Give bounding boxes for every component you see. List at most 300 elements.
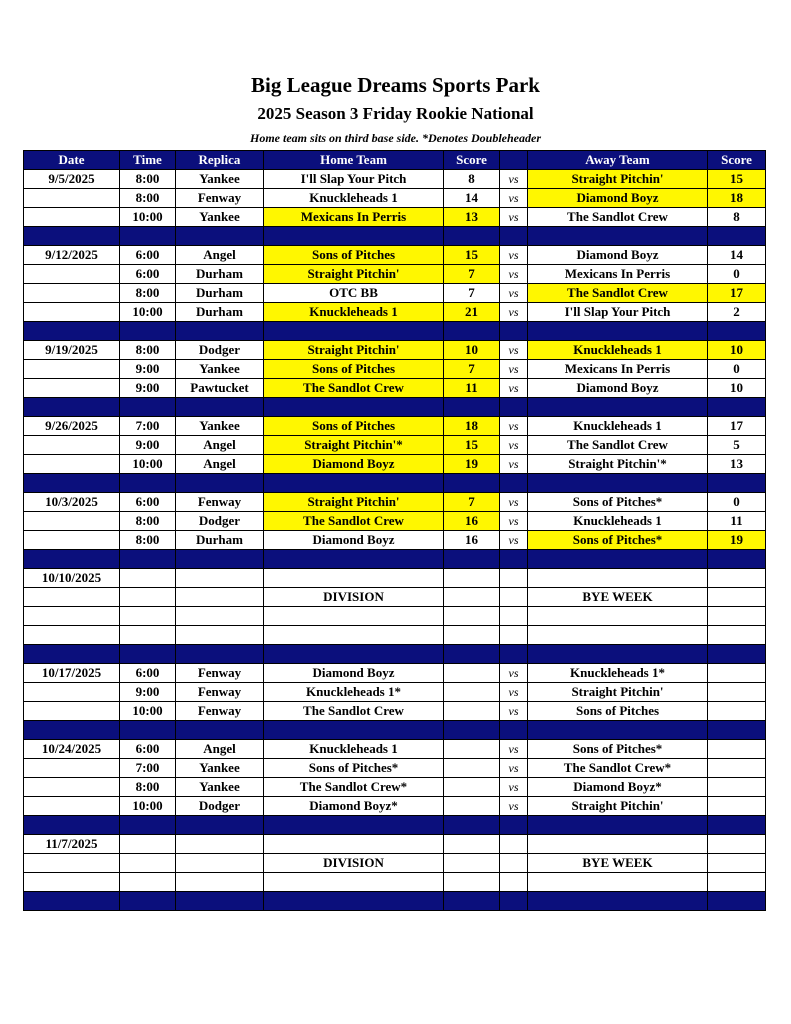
field-cell: Yankee [176, 778, 264, 797]
field-cell [176, 569, 264, 588]
separator-cell [120, 474, 176, 493]
table-row [24, 170, 766, 189]
away-team-cell: Diamond Boyz [528, 246, 708, 265]
home-team-cell: Knuckleheads 1* [264, 683, 444, 702]
separator-cell [444, 816, 500, 835]
table-header-row [24, 151, 766, 170]
time-cell: 8:00 [120, 284, 176, 303]
separator-cell [708, 816, 766, 835]
date-cell: 11/7/2025 [24, 835, 120, 854]
home-score-cell [444, 759, 500, 778]
field-cell: Angel [176, 455, 264, 474]
time-cell: 8:00 [120, 189, 176, 208]
away-team-cell: The Sandlot Crew* [528, 759, 708, 778]
separator-cell [120, 626, 176, 645]
vs-cell: vs [500, 797, 528, 816]
separator-cell [264, 645, 444, 664]
separator-cell [500, 227, 528, 246]
table-row [24, 493, 766, 512]
field-cell: Durham [176, 265, 264, 284]
table-row [24, 683, 766, 702]
separator-cell [708, 227, 766, 246]
week-separator-row [24, 474, 766, 493]
time-cell: 9:00 [120, 436, 176, 455]
field-cell: Yankee [176, 208, 264, 227]
away-score-cell [708, 664, 766, 683]
away-team-cell: The Sandlot Crew [528, 208, 708, 227]
separator-cell [24, 721, 120, 740]
separator-cell [176, 645, 264, 664]
table-row [24, 873, 766, 892]
vs-cell: vs [500, 778, 528, 797]
away-team-cell: Sons of Pitches* [528, 493, 708, 512]
date-cell [24, 512, 120, 531]
separator-cell [120, 550, 176, 569]
schedule-table [23, 150, 766, 911]
separator-cell [528, 721, 708, 740]
away-team-cell: Mexicans In Perris [528, 360, 708, 379]
field-cell: Yankee [176, 360, 264, 379]
date-cell: 10/24/2025 [24, 740, 120, 759]
home-team-cell: Sons of Pitches* [264, 759, 444, 778]
away-team-cell [528, 569, 708, 588]
home-score-cell: 19 [444, 455, 500, 474]
time-cell: 8:00 [120, 170, 176, 189]
home-team-cell: Sons of Pitches [264, 246, 444, 265]
field-cell: Dodger [176, 341, 264, 360]
home-team-cell: Straight Pitchin' [264, 265, 444, 284]
date-cell [24, 436, 120, 455]
home-team-cell: The Sandlot Crew [264, 702, 444, 721]
away-score-cell [708, 797, 766, 816]
table-row [24, 284, 766, 303]
separator-cell [176, 816, 264, 835]
field-cell: Fenway [176, 189, 264, 208]
separator-cell [528, 322, 708, 341]
separator-cell [264, 626, 444, 645]
home-team-cell: Straight Pitchin' [264, 493, 444, 512]
time-cell [120, 588, 176, 607]
separator-cell [264, 892, 444, 911]
date-cell [24, 284, 120, 303]
separator-cell [176, 474, 264, 493]
table-row [24, 303, 766, 322]
away-team-cell: BYE WEEK [528, 588, 708, 607]
away-score-cell [708, 683, 766, 702]
week-separator-row [24, 721, 766, 740]
home-score-cell: 16 [444, 531, 500, 550]
separator-cell [24, 474, 120, 493]
away-team-cell: Straight Pitchin' [528, 170, 708, 189]
table-row [24, 531, 766, 550]
separator-cell [528, 816, 708, 835]
home-score-cell [444, 835, 500, 854]
date-cell [24, 360, 120, 379]
separator-cell [708, 721, 766, 740]
away-score-cell: 14 [708, 246, 766, 265]
field-cell: Pawtucket [176, 379, 264, 398]
separator-cell [444, 322, 500, 341]
separator-cell [500, 816, 528, 835]
time-cell [120, 854, 176, 873]
separator-cell [176, 721, 264, 740]
vs-cell: vs [500, 740, 528, 759]
separator-cell [264, 721, 444, 740]
separator-cell [500, 474, 528, 493]
vs-cell: vs [500, 417, 528, 436]
week-separator-row [24, 227, 766, 246]
separator-cell [528, 645, 708, 664]
separator-cell [444, 645, 500, 664]
away-score-cell: 13 [708, 455, 766, 474]
separator-cell [176, 892, 264, 911]
away-score-cell: 11 [708, 512, 766, 531]
away-score-cell: 17 [708, 284, 766, 303]
away-score-cell [708, 759, 766, 778]
separator-cell [264, 398, 444, 417]
table-row [24, 265, 766, 284]
separator-cell [528, 892, 708, 911]
date-cell [24, 683, 120, 702]
separator-cell [24, 550, 120, 569]
home-score-cell [444, 683, 500, 702]
vs-cell: vs [500, 170, 528, 189]
date-cell [24, 702, 120, 721]
col-header-replica: Replica [176, 151, 264, 170]
table-row [24, 360, 766, 379]
time-cell: 8:00 [120, 778, 176, 797]
away-team-cell: Diamond Boyz* [528, 778, 708, 797]
away-team-cell: Sons of Pitches* [528, 740, 708, 759]
home-score-cell [444, 569, 500, 588]
table-row [24, 740, 766, 759]
separator-cell [264, 322, 444, 341]
table-row [24, 455, 766, 474]
separator-cell [708, 322, 766, 341]
table-row [24, 607, 766, 626]
away-score-cell: 10 [708, 341, 766, 360]
date-cell [24, 607, 120, 626]
week-separator-row [24, 892, 766, 911]
vs-cell: vs [500, 265, 528, 284]
home-score-cell: 7 [444, 493, 500, 512]
week-separator-row [24, 322, 766, 341]
time-cell: 9:00 [120, 379, 176, 398]
separator-cell [444, 398, 500, 417]
time-cell: 6:00 [120, 246, 176, 265]
field-cell: Durham [176, 531, 264, 550]
separator-cell [708, 626, 766, 645]
separator-cell [444, 626, 500, 645]
week-separator-row [24, 626, 766, 645]
date-cell [24, 208, 120, 227]
time-cell: 6:00 [120, 493, 176, 512]
separator-cell [176, 322, 264, 341]
home-score-cell [444, 740, 500, 759]
table-row [24, 436, 766, 455]
home-team-cell: Sons of Pitches [264, 360, 444, 379]
field-cell: Yankee [176, 759, 264, 778]
away-team-cell: Sons of Pitches* [528, 531, 708, 550]
date-cell [24, 455, 120, 474]
field-cell: Fenway [176, 493, 264, 512]
away-score-cell [708, 702, 766, 721]
time-cell [120, 569, 176, 588]
separator-cell [264, 227, 444, 246]
time-cell: 7:00 [120, 417, 176, 436]
time-cell: 6:00 [120, 265, 176, 284]
separator-cell [120, 645, 176, 664]
separator-cell [24, 645, 120, 664]
field-cell: Durham [176, 284, 264, 303]
date-cell: 10/10/2025 [24, 569, 120, 588]
away-score-cell: 19 [708, 531, 766, 550]
home-team-cell: The Sandlot Crew [264, 512, 444, 531]
time-cell: 9:00 [120, 683, 176, 702]
date-cell [24, 778, 120, 797]
vs-cell [500, 569, 528, 588]
date-cell [24, 265, 120, 284]
away-team-cell: BYE WEEK [528, 854, 708, 873]
home-team-cell: Knuckleheads 1 [264, 189, 444, 208]
home-team-cell: Diamond Boyz [264, 455, 444, 474]
time-cell [120, 607, 176, 626]
col-header-away-team: Away Team [528, 151, 708, 170]
table-row [24, 664, 766, 683]
vs-cell: vs [500, 702, 528, 721]
away-score-cell: 8 [708, 208, 766, 227]
separator-cell [176, 626, 264, 645]
date-cell: 9/19/2025 [24, 341, 120, 360]
time-cell: 7:00 [120, 759, 176, 778]
field-cell: Yankee [176, 417, 264, 436]
col-header-date: Date [24, 151, 120, 170]
home-team-cell: The Sandlot Crew [264, 379, 444, 398]
vs-cell: vs [500, 208, 528, 227]
col-header-home-score: Score [444, 151, 500, 170]
date-cell [24, 303, 120, 322]
table-row [24, 588, 766, 607]
date-cell [24, 873, 120, 892]
table-row [24, 189, 766, 208]
away-team-cell: I'll Slap Your Pitch [528, 303, 708, 322]
separator-cell [500, 892, 528, 911]
home-score-cell [444, 607, 500, 626]
away-score-cell [708, 873, 766, 892]
home-team-cell: Diamond Boyz* [264, 797, 444, 816]
table-row [24, 854, 766, 873]
separator-cell [24, 892, 120, 911]
field-cell: Yankee [176, 170, 264, 189]
vs-cell [500, 607, 528, 626]
page-title: Big League Dreams Sports Park [251, 73, 540, 97]
date-cell: 9/5/2025 [24, 170, 120, 189]
away-team-cell [528, 835, 708, 854]
time-cell: 9:00 [120, 360, 176, 379]
field-cell: Angel [176, 246, 264, 265]
separator-cell [444, 892, 500, 911]
schedule-body [24, 170, 766, 911]
home-team-cell [264, 835, 444, 854]
table-row [24, 417, 766, 436]
field-cell: Fenway [176, 683, 264, 702]
away-score-cell [708, 569, 766, 588]
home-team-cell: The Sandlot Crew* [264, 778, 444, 797]
vs-cell: vs [500, 759, 528, 778]
col-header-away-score: Score [708, 151, 766, 170]
away-team-cell: The Sandlot Crew [528, 436, 708, 455]
separator-cell [708, 398, 766, 417]
date-cell [24, 797, 120, 816]
time-cell [120, 873, 176, 892]
home-team-cell: Mexicans In Perris [264, 208, 444, 227]
field-cell: Dodger [176, 797, 264, 816]
time-cell [120, 835, 176, 854]
table-row [24, 569, 766, 588]
field-cell: Angel [176, 436, 264, 455]
time-cell: 8:00 [120, 531, 176, 550]
separator-cell [444, 474, 500, 493]
away-team-cell: Mexicans In Perris [528, 265, 708, 284]
home-team-cell: Diamond Boyz [264, 664, 444, 683]
away-team-cell: The Sandlot Crew [528, 284, 708, 303]
table-row [24, 208, 766, 227]
table-row [24, 835, 766, 854]
separator-cell [176, 550, 264, 569]
separator-cell [24, 322, 120, 341]
away-score-cell [708, 778, 766, 797]
home-team-cell: Straight Pitchin'* [264, 436, 444, 455]
field-cell: Fenway [176, 664, 264, 683]
table-row [24, 702, 766, 721]
away-score-cell [708, 588, 766, 607]
separator-cell [444, 721, 500, 740]
header-note: Home team sits on third base side. *Denotes Doubleheader [250, 131, 541, 145]
separator-cell [24, 816, 120, 835]
field-cell [176, 854, 264, 873]
away-team-cell: Straight Pitchin' [528, 683, 708, 702]
time-cell: 10:00 [120, 208, 176, 227]
separator-cell [24, 626, 120, 645]
away-score-cell: 17 [708, 417, 766, 436]
away-score-cell: 10 [708, 379, 766, 398]
separator-cell [500, 550, 528, 569]
away-team-cell: Knuckleheads 1 [528, 512, 708, 531]
away-score-cell: 0 [708, 493, 766, 512]
separator-cell [528, 227, 708, 246]
vs-cell: vs [500, 455, 528, 474]
home-score-cell: 8 [444, 170, 500, 189]
vs-cell: vs [500, 531, 528, 550]
separator-cell [264, 550, 444, 569]
home-score-cell: 21 [444, 303, 500, 322]
home-team-cell: Straight Pitchin' [264, 341, 444, 360]
home-score-cell: 7 [444, 284, 500, 303]
field-cell: Durham [176, 303, 264, 322]
away-team-cell: Sons of Pitches [528, 702, 708, 721]
home-score-cell: 7 [444, 360, 500, 379]
home-score-cell: 18 [444, 417, 500, 436]
away-team-cell: Knuckleheads 1* [528, 664, 708, 683]
away-score-cell [708, 835, 766, 854]
separator-cell [708, 892, 766, 911]
home-team-cell: I'll Slap Your Pitch [264, 170, 444, 189]
home-score-cell: 10 [444, 341, 500, 360]
home-score-cell [444, 854, 500, 873]
separator-cell [708, 645, 766, 664]
away-score-cell: 5 [708, 436, 766, 455]
vs-cell [500, 854, 528, 873]
home-team-cell: DIVISION [264, 588, 444, 607]
separator-cell [120, 322, 176, 341]
separator-cell [528, 474, 708, 493]
away-score-cell: 0 [708, 265, 766, 284]
separator-cell [264, 816, 444, 835]
time-cell: 10:00 [120, 797, 176, 816]
vs-cell: vs [500, 512, 528, 531]
time-cell: 10:00 [120, 303, 176, 322]
away-score-cell: 2 [708, 303, 766, 322]
time-cell: 8:00 [120, 341, 176, 360]
week-separator-row [24, 550, 766, 569]
home-team-cell: Knuckleheads 1 [264, 740, 444, 759]
away-score-cell: 0 [708, 360, 766, 379]
table-row [24, 341, 766, 360]
away-team-cell: Diamond Boyz [528, 189, 708, 208]
separator-cell [264, 474, 444, 493]
separator-cell [528, 626, 708, 645]
vs-cell: vs [500, 664, 528, 683]
home-score-cell: 15 [444, 436, 500, 455]
date-cell: 10/17/2025 [24, 664, 120, 683]
home-team-cell: OTC BB [264, 284, 444, 303]
time-cell: 8:00 [120, 512, 176, 531]
away-team-cell: Knuckleheads 1 [528, 417, 708, 436]
time-cell: 6:00 [120, 740, 176, 759]
home-score-cell [444, 588, 500, 607]
home-score-cell [444, 873, 500, 892]
col-header-home-team: Home Team [264, 151, 444, 170]
home-team-cell [264, 607, 444, 626]
separator-cell [500, 322, 528, 341]
separator-cell [120, 227, 176, 246]
vs-cell: vs [500, 436, 528, 455]
separator-cell [708, 550, 766, 569]
page-subtitle: 2025 Season 3 Friday Rookie National [257, 104, 534, 123]
vs-cell: vs [500, 379, 528, 398]
date-cell [24, 531, 120, 550]
vs-cell: vs [500, 341, 528, 360]
field-cell [176, 873, 264, 892]
date-cell [24, 854, 120, 873]
away-score-cell: 18 [708, 189, 766, 208]
away-team-cell: Straight Pitchin' [528, 797, 708, 816]
home-team-cell [264, 873, 444, 892]
field-cell: Dodger [176, 512, 264, 531]
away-team-cell: Straight Pitchin'* [528, 455, 708, 474]
separator-cell [500, 645, 528, 664]
field-cell [176, 835, 264, 854]
separator-cell [120, 398, 176, 417]
home-team-cell: Sons of Pitches [264, 417, 444, 436]
away-team-cell [528, 873, 708, 892]
date-cell: 10/3/2025 [24, 493, 120, 512]
table-row [24, 246, 766, 265]
home-score-cell: 13 [444, 208, 500, 227]
vs-cell: vs [500, 360, 528, 379]
home-score-cell: 15 [444, 246, 500, 265]
home-score-cell: 16 [444, 512, 500, 531]
